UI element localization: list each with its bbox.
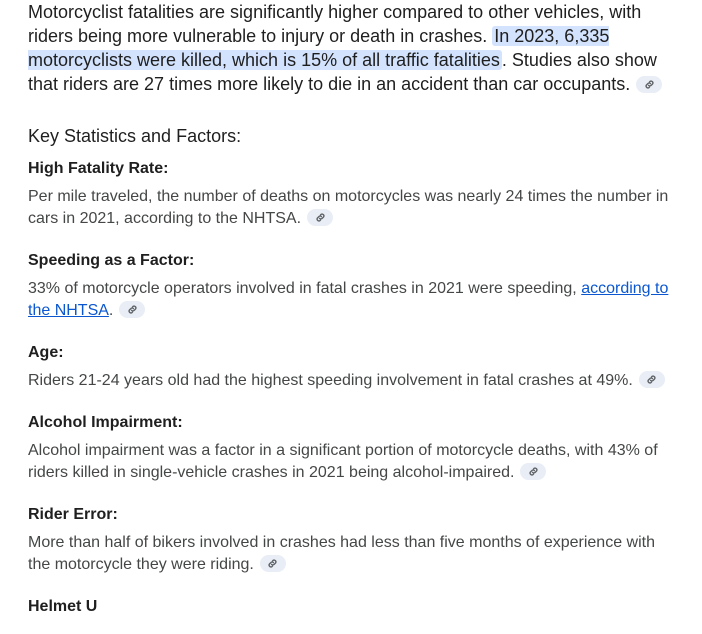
list-item [28,504,673,576]
item-body-text: More than half of bikers involved in crashes had less than five months of experience with the motorcycle they were riding. [28,534,655,573]
link-icon [644,79,655,90]
list-item [28,342,673,392]
item-body-text: Alcohol impairment was a factor in a significant portion of motorcycle deaths, with 43% of riders killed in single-vehicle crashes in 2021 being alcohol-impaired. [28,442,658,481]
item-body [28,186,673,230]
highlighted-text[interactable]: In 2023, 6,335 motorcyclists were killed, which is 15% of all traffic fatalities [28,26,610,70]
intro-paragraph [28,0,673,96]
item-body [28,532,673,576]
link-icon [267,558,278,569]
item-title: Age: [28,344,64,361]
intro-text-after: . Studies also show that riders are 27 times more likely to die in an accident than car occupants. [28,50,657,94]
item-body [28,278,673,322]
item-title: Speeding as a Factor: [28,252,195,269]
ai-overview-content [28,0,673,634]
link-icon [528,466,539,477]
next-item-title-partial: Helmet U [28,598,98,615]
item-title: High Fatality Rate: [28,160,169,177]
source-link-button[interactable] [260,555,286,572]
source-link-button[interactable] [119,301,145,318]
item-title: Rider Error: [28,506,118,523]
source-link-button[interactable] [520,463,546,480]
link-icon [127,304,138,315]
item-body-text: Per mile traveled, the number of deaths on motorcycles was nearly 24 times the number in cars in 2021, according to the NHTSA. [28,188,669,227]
link-icon [646,374,657,385]
list-item [28,412,673,484]
source-link-button[interactable] [636,76,662,93]
item-body [28,440,673,484]
intro-text: Motorcyclist fatalities are significantly higher compared to other vehicles, with riders being more vulnerable to injury or death in crashes. [28,2,642,46]
source-link-button[interactable] [307,209,333,226]
source-link-button[interactable] [639,371,665,388]
item-body [28,370,673,392]
link-icon [315,212,326,223]
list-item [28,158,673,230]
list-item [28,250,673,322]
statistics-list [28,158,673,576]
item-body-text: Riders 21-24 years old had the highest speeding involvement in fatal crashes at 49%. [28,372,633,389]
source-link[interactable]: according to the NHTSA [28,280,669,319]
item-body-text: 33% of motorcycle operators involved in fatal crashes in 2021 were speeding, [28,280,582,297]
section-heading: Key Statistics and Factors: [28,126,242,146]
item-body-text-after: . [108,302,114,319]
item-title: Alcohol Impairment: [28,414,183,431]
